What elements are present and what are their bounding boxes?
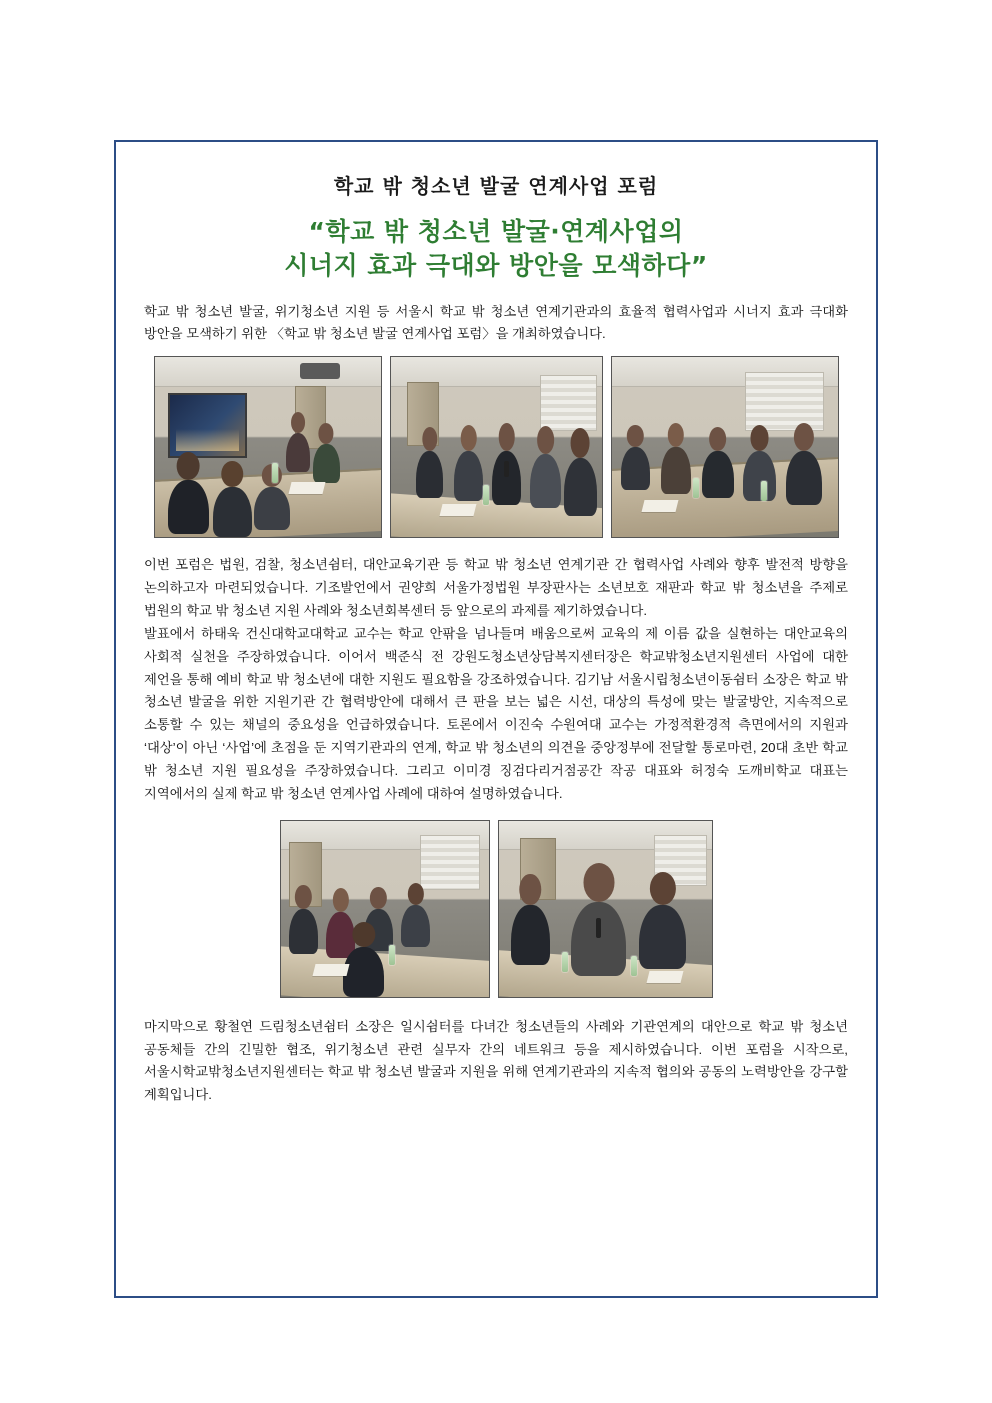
document-page xyxy=(114,140,878,1298)
photo-panel-seats xyxy=(280,820,490,998)
body-paragraph-1: 이번 포럼은 법원, 검찰, 청소년쉼터, 대안교육기관 등 학교 밖 청소년 연계기관 간 협력사업 사례와 향후 발전적 방향을 논의하고자 마련되었습니다. 기조발언에서 권양희 서울가정법원 부장판사는 소년보호 재판과 학교 밖 청소년을 주제로 법원의 학교 밖 청소년 지원 사례와 청소년회복센터 등 앞으로의 과제를 제기하였습니다. xyxy=(144,557,848,618)
photo-table-attendees xyxy=(611,356,839,538)
page-title-line1: “학교 밖 청소년 발굴·연계사업의 xyxy=(308,217,684,246)
photo-row-top xyxy=(144,356,848,538)
body-text-block-2 xyxy=(144,1016,848,1107)
lead-paragraph: 학교 밖 청소년 발굴, 위기청소년 지원 등 서울시 학교 밖 청소년 연계기관과의 효율적 협력사업과 시너지 효과 극대화 방안을 모색하기 위한 〈학교 밖 청소년 발굴 연계사업 포럼〉을 개최하였습니다. xyxy=(144,303,848,342)
document-content xyxy=(116,142,876,1127)
page-title-line2: 시너지 효과 극대와 방안을 모색하다” xyxy=(284,250,708,280)
photo-row-bottom xyxy=(144,820,848,998)
body-paragraph-3: 마지막으로 황철연 드림청소년쉼터 소장은 일시쉼터를 다녀간 청소년들의 사례와 기관연계의 대안으로 학교 밖 청소년 공동체들 간의 긴밀한 협조, 위기청소년 관련 실무자 간의 네트워크 등을 제시하였습니다. 이번 포럼을 시작으로, 서울시학교밖청소년지원센터는 학교 밖 청소년 발굴과 지원을 위해 연계기관과의 지속적 협의와 공동의 노력방안을 강구할 계획입니다. xyxy=(144,1018,848,1103)
page-title xyxy=(144,215,848,283)
body-paragraph-2: 발표에서 하태욱 건신대학교대학교 교수는 학교 안팎을 넘나들며 배움으로써 교육의 제 이름 값을 실현하는 대안교육의 사회적 실천을 주장하였습니다. 이어서 백준식 전 강원도청소년상담복지센터장은 학교밖청소년지원센터 사업에 대한 제언을 통해 예비 학교 밖 청소년에 대한 지원도 필요함을 강조하였습니다. 김기남 서울시립청소년이동쉼터 소장은 학교 밖 청소년 발굴을 위한 지원기관 간 협력방안에 대해서 큰 판을 보는 넓은 시선, 대상의 특성에 맞는 발굴방안, 지속적으로 소통할 수 있는 채널의 중요성을 언급하였습니다. 토론에서 이진숙 수원여대 교수는 가정적환경적 측면에서의 지원과 ‘대상’이 아닌 ‘사업’에 초점을 둔 지역기관과의 연계, 학교 밖 청소년의 의견을 중앙정부에 전달할 통로마련, 20대 초반 학교 밖 청소년 지원 필요성을 주장하였습니다. 그리고 이미경 징검다리거점공간 작공 대표와 허정숙 도깨비학교 대표는 지역에서의 실제 학교 밖 청소년 연계사업 사례에 대하여 설명하였습니다. xyxy=(144,625,848,801)
page-kicker: 학교 밖 청소년 발굴 연계사업 포럼 xyxy=(333,174,659,198)
photo-speaker-with-mic xyxy=(498,820,713,998)
body-text-block-1 xyxy=(144,554,848,805)
photo-discussion xyxy=(390,356,603,538)
photo-presentation-screen xyxy=(154,356,382,538)
